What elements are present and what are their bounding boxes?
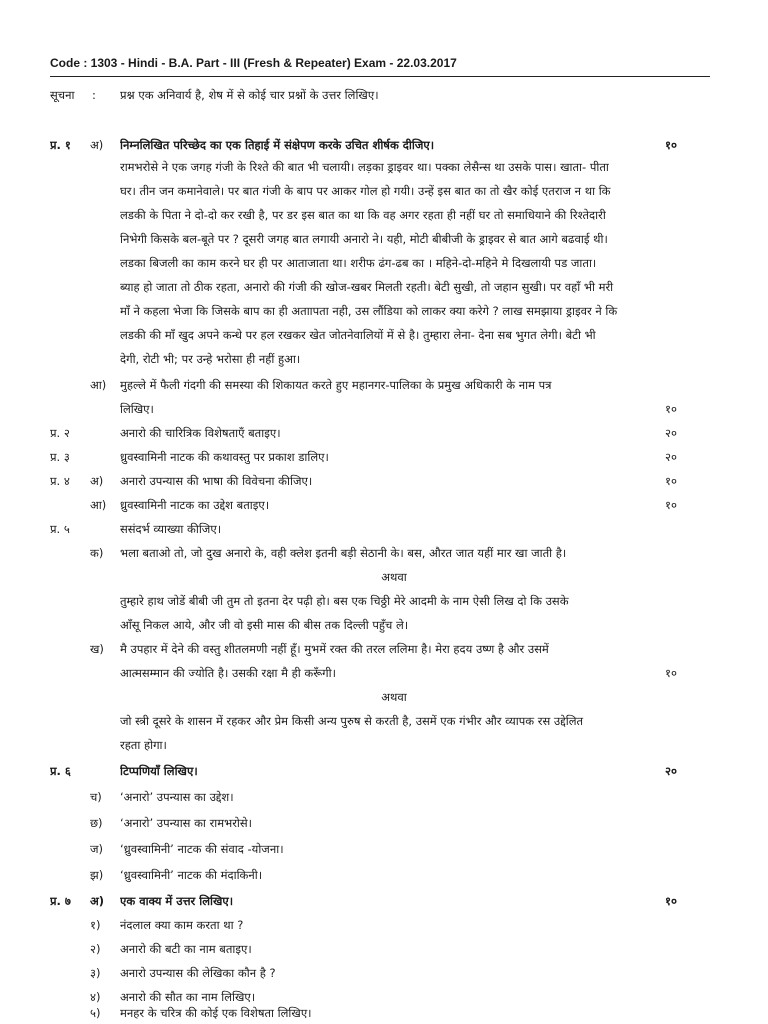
q6-heading: टिप्पणियाँ लिखिए। [120,764,198,778]
q6-item-label: झ) [90,868,104,882]
q3-number: प्र. ३ [50,450,70,464]
passage-line: लडकी के पिता ने दो-दो कर रखी है, पर डर इस बात का था कि वह अगर रहता ही नहीं घर तो समाधियाने की रिश्तेदारी [120,208,606,222]
q6-item-text: ‘अनारो’ उपन्यास का रामभरोसे। [120,816,253,830]
q6-item-text: ‘अनारो’ उपन्यास का उद्देश। [120,790,234,804]
passage-line: निभेगी किसके बल-बूते पर ? दूसरी जगह बात लगायी अनारो ने। यही, मोटी बीबीजी के ड्राइवर से बात आगे बढवाई थी। [120,232,608,246]
or-divider: अथवा [381,570,407,584]
q5-number: प्र. ५ [50,522,70,536]
q5-ka-label: क) [90,546,104,560]
header-rule [50,76,710,77]
q7-item-text: अनारो की बटी का नाम बताइए। [120,942,252,956]
or-divider: अथवा [381,690,407,704]
q7-label: अ) [90,894,105,908]
q4b-marks: १० [665,498,677,512]
q5-ka-alt-line: तुम्हारे हाथ जोडें बीबी जी तुम तो इतना देर पढ़ी हो। बस एक चिठ्ठी मेरे आदमी के नाम ऐसी लिख दो कि उसके [120,594,569,608]
q4-number: प्र. ४ [50,474,70,488]
q2-number: प्र. २ [50,426,70,440]
passage-line: लडका बिजली का काम करने घर ही पर आताजाता था। शरीफ ढंग-ढब का । महिने-दो-महिने मे दिखलायी पड जाता। [120,256,597,270]
q6-item-label: ज) [90,842,104,856]
passage-line: देगी, रोटी भी; पर उन्हे भरोसा ही नहीं हुआ। [120,352,301,366]
q1a-heading: निम्नलिखित परिच्छेद का एक तिहाई में संक्षेपण करके उचित शीर्षक दीजिए। [120,138,435,152]
q7-number: प्र. ७ [50,894,71,908]
q1-number: प्र. १ [50,138,71,152]
q7-marks: १० [665,894,677,908]
q4a-marks: १० [665,474,677,488]
q2-marks: २० [665,426,677,440]
q2-text: अनारो की चारित्रिक विशेषताएँ बताइए। [120,426,281,440]
q4b-label: आ) [90,498,107,512]
passage-line: घर। तीन जन कमानेवाले। पर बात गंजी के बाप पर आकर गोल हो गयी। उन्हें इस बात का तो खैर कोई एतराज न था कि [120,184,611,198]
q4a-label: अ) [90,474,104,488]
exam-code-header: Code : 1303 - Hindi - B.A. Part - III (Fresh & Repeater) Exam - 22.03.2017 [50,56,457,70]
q1a-label: अ) [90,138,104,152]
q6-item-text: ‘ध्रुवस्वामिनी’ नाटक की संवाद -योजना। [120,842,284,856]
notice-text: प्रश्न एक अनिवार्य है, शेष में से कोई चार प्रश्नों के उत्तर लिखिए। [120,88,379,102]
q6-item-label: च) [90,790,102,804]
q4a-text: अनारो उपन्यास की भाषा की विवेचना कीजिए। [120,474,313,488]
q6-item-label: छ) [90,816,103,830]
q3-text: ध्रुवस्वामिनी नाटक की कथावस्तु पर प्रकाश डालिए। [120,450,329,464]
q1a-marks: १० [665,138,677,152]
q1b-marks: १० [665,402,677,416]
q7-heading: एक वाक्य में उत्तर लिखिए। [120,894,234,908]
q1b-label: आ) [90,378,107,392]
q7-item-label: ३) [90,966,101,980]
q5-kha-line: आत्मसम्मान की ज्योति है। उसकी रक्षा मै ही करूँगी। [120,666,336,680]
passage-line: ब्याह हो जाता तो ठीक रहता, अनारो की गंजी की खोज-खबर मिलती रहती। बेटी सुखी, तो जहान सुखी। पर वहाँ भी मरी [120,280,614,294]
q1b-text-line2: लिखिए। [120,402,154,416]
passage-line: रामभरोसे ने एक जगह गंजी के रिश्ते की बात भी चलायी। लड़का ड्राइवर था। पक्का लेसैन्स था उसके पास। खाता- पीता [120,160,609,174]
notice-colon: : [92,88,96,102]
q5-kha-line: मै उपहार में देने की वस्तु शीतलमणी नहीं हूँ। मुभमें रक्त की तरल ललिमा है। मेरा हदय उष्ण है और उसमें [120,642,549,656]
q6-number: प्र. ६ [50,764,71,778]
passage-line: लडकी की माँ खुद अपने कन्धे पर हल रखकर खेत जोतनेवालियों में से है। तुम्हारा लेना- देना सब भुगत लेगी। बेटी भी [120,328,596,342]
passage-line: माँ ने कहला भेजा कि जिसके बाप का ही अताापता नही, उस लौंडिया को लाकर क्या करेगे ? लाख समझाया ड्राइवर ने कि [120,304,618,318]
q7-item-label: ५) [90,1006,101,1020]
q7-item-text: अनारो की सौत का नाम लिखिए। [120,990,256,1004]
q5-ka-alt-line: आँसू निकल आये, और जी वो इसी मास की बीस तक दिल्ली पहुँच ले। [120,618,409,632]
q7-item-label: ४) [90,990,101,1004]
q1b-text-line1: मुहल्ले में फैली गंदगी की समस्या की शिकायत करते हुए महानगर-पालिका के प्रमुख अधिकारी के नाम पत्र [120,378,552,392]
q5-marks: १० [665,666,677,680]
q5-kha-label: ख) [90,642,104,656]
q6-item-text: ‘ध्रुवस्वामिनी’ नाटक की मंदाकिनी। [120,868,263,882]
q6-marks: २० [665,764,677,778]
q7-item-label: २) [90,942,101,956]
q7-item-text: नंदलाल क्या काम करता था ? [120,918,244,932]
q7-item-label: १) [90,918,101,932]
q5-heading: ससंदर्भ व्याख्या कीजिए। [120,522,222,536]
q7-item-text: मनहर के चरित्र की कोई एक विशेषता लिखिए। [120,1006,312,1020]
q5-kha-alt-line: रहता होगा। [120,738,167,752]
q7-item-text: अनारो उपन्यास की लेखिका कौन है ? [120,966,276,980]
q5-ka-text: भला बताओ तो, जो दुख अनारो के, वही क्लेश इतनी बड़ी सेठानी के। बस, औरत जात यहीं मार खा जाती है। [120,546,567,560]
q3-marks: २० [665,450,677,464]
notice-label: सूचना [50,88,75,102]
q5-kha-alt-line: जो स्त्री दूसरे के शासन में रहकर और प्रेम किसी अन्य पुरुष से करती है, उसमें एक गंभीर और व्यापक रस उद्देलित [120,714,584,728]
q4b-text: ध्रुवस्वामिनी नाटक का उद्देश बताइए। [120,498,270,512]
